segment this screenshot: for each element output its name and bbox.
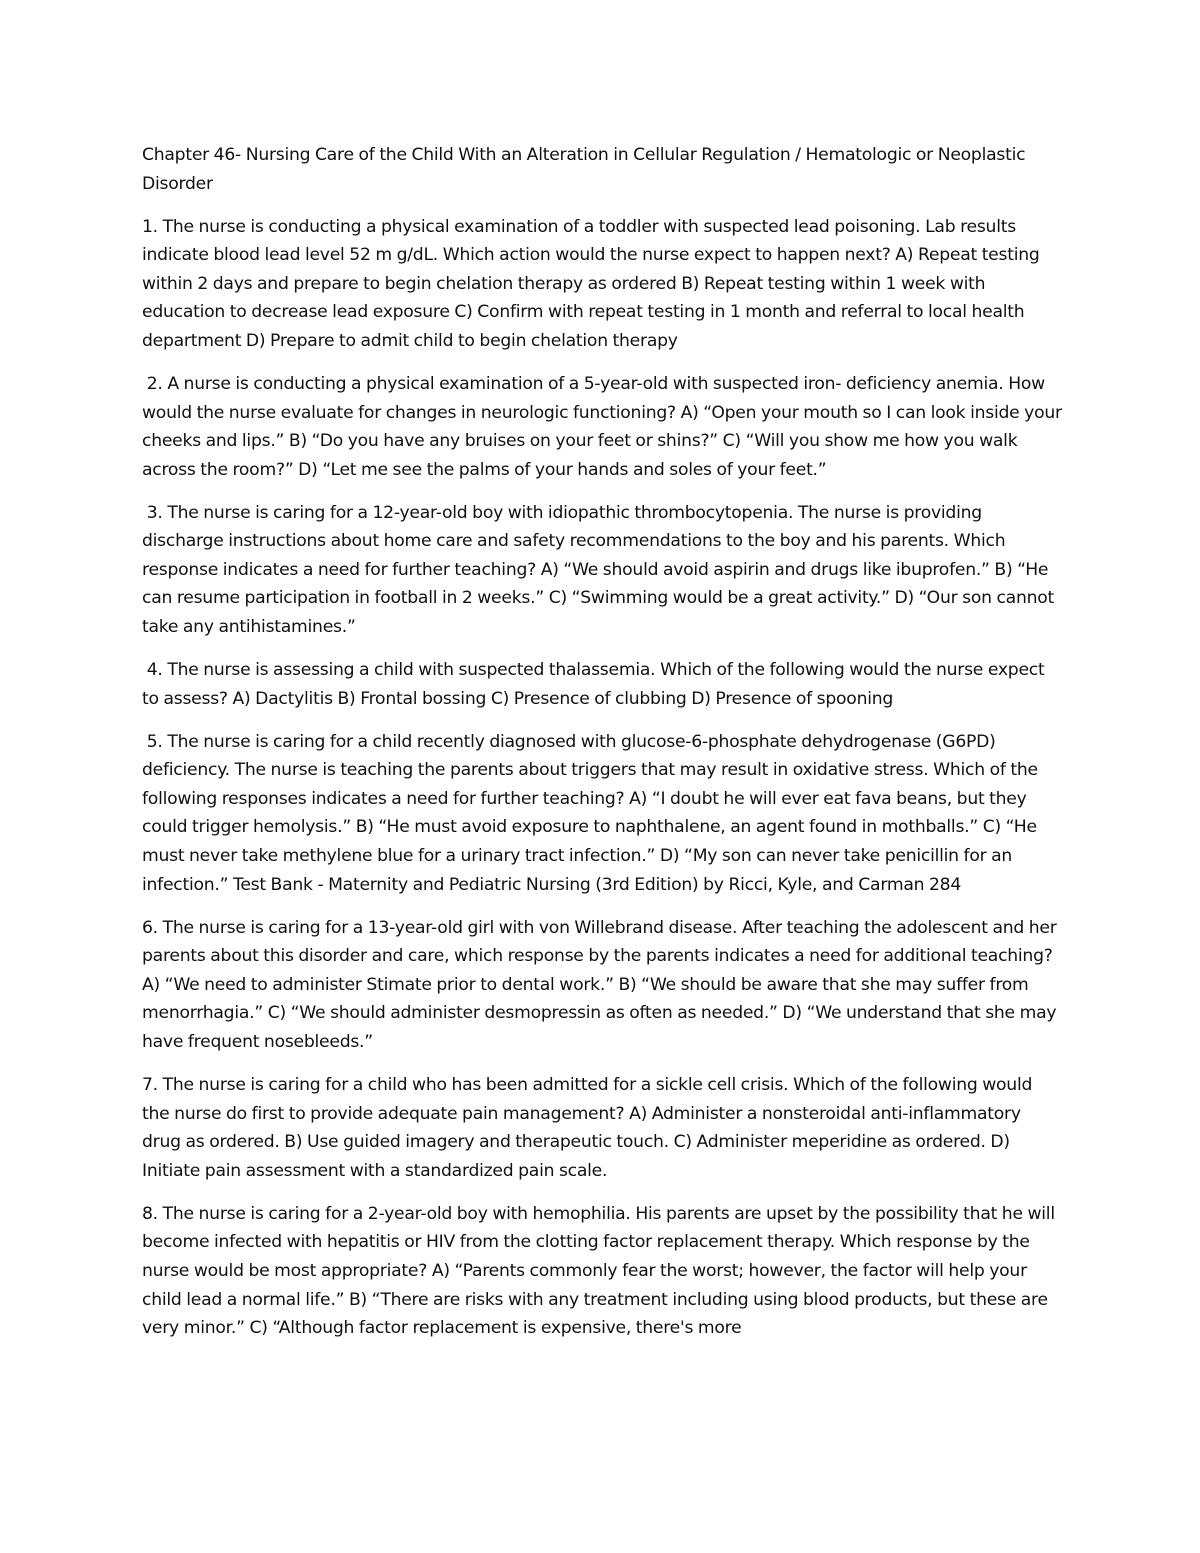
document-body [142,141,1067,1357]
question-6: 6. The nurse is caring for a 13-year-old girl with von Willebrand disease. After teaching the adolescent and her parents about this disorder and care, which response by the parents indicates a need for additional teaching? A) “We need to administer Stimate prior to dental work.” B) “We should be aware that she may suffer from menorrhagia.” C) “We should administer desmopressin as often as needed.” D) “We understand that she may have frequent nosebleeds.” [142,917,1062,1052]
question-7: 7. The nurse is caring for a child who has been admitted for a sickle cell crisis. Which of the following would the nurse do first to provide adequate pain management? A) Administer a nonsteroidal anti-inflammatory drug as ordered. B) Use guided imagery and therapeutic touch. C) Administer meperidine as ordered. D) Initiate pain assessment with a standardized pain scale. [142,1074,1037,1181]
question-2: 2. A nurse is conducting a physical examination of a 5-year-old with suspected iron- deficiency anemia. How would the nurse evaluate for changes in neurologic functioning? A) “Open your mouth so I can look inside your cheeks and lips.” B) “Do you have any bruises on your feet or shins?” C) “Will you show me how you walk across the room?” D) “Let me see the palms of your hands and soles of your feet.” [142,373,1067,480]
question-3: 3. The nurse is caring for a 12-year-old boy with idiopathic thrombocytopenia. The nurse is providing discharge instructions about home care and safety recommendations to the boy and his parents. Which response indicates a need for further teaching? A) “We should avoid aspirin and drugs like ibuprofen.” B) “He can resume participation in football in 2 weeks.” C) “Swimming would be a great activity.” D) “Our son cannot take any antihistamines.” [142,502,1059,638]
page-title: Chapter 46- Nursing Care of the Child With an Alteration in Cellular Regulation / Hematologic or Neoplastic Disorder [142,145,1031,194]
question-1: 1. The nurse is conducting a physical examination of a toddler with suspected lead poisoning. Lab results indicate blood lead level 52 m g/dL. Which action would the nurse expect to happen next? A) Repeat testing within 2 days and prepare to begin chelation therapy as ordered B) Repeat testing within 1 week with education to decrease lead exposure C) Confirm with repeat testing in 1 month and referral to local health department D) Prepare to admit child to begin chelation therapy [142,216,1045,351]
question-5: 5. The nurse is caring for a child recently diagnosed with glucose-6-phosphate dehydrogenase (G6PD) deficiency. The nurse is teaching the parents about triggers that may result in oxidative stress. Which of the following responses indicates a need for further teaching? A) “I doubt he will ever eat fava beans, but they could trigger hemolysis.” B) “He must avoid exposure to naphthalene, an agent found in mothballs.” C) “He must never take methylene blue for a urinary tract infection.” D) “My son can never take penicillin for an infection.” Test Bank - Maternity and Pediatric Nursing (3rd Edition) by Ricci, Kyle, and Carman 284 [142,731,1043,895]
question-8: 8. The nurse is caring for a 2-year-old boy with hemophilia. His parents are upset by the possibility that he will become infected with hepatitis or HIV from the clotting factor replacement therapy. Which response by the nurse would be most appropriate? A) “Parents commonly fear the worst; however, the factor will help your child lead a normal life.” B) “There are risks with any treatment including using blood products, but these are very minor.” C) “Although factor replacement is expensive, there's more [142,1203,1060,1339]
question-4: 4. The nurse is assessing a child with suspected thalassemia. Which of the following would the nurse expect to assess? A) Dactylitis B) Frontal bossing C) Presence of clubbing D) Presence of spooning [142,660,1050,709]
